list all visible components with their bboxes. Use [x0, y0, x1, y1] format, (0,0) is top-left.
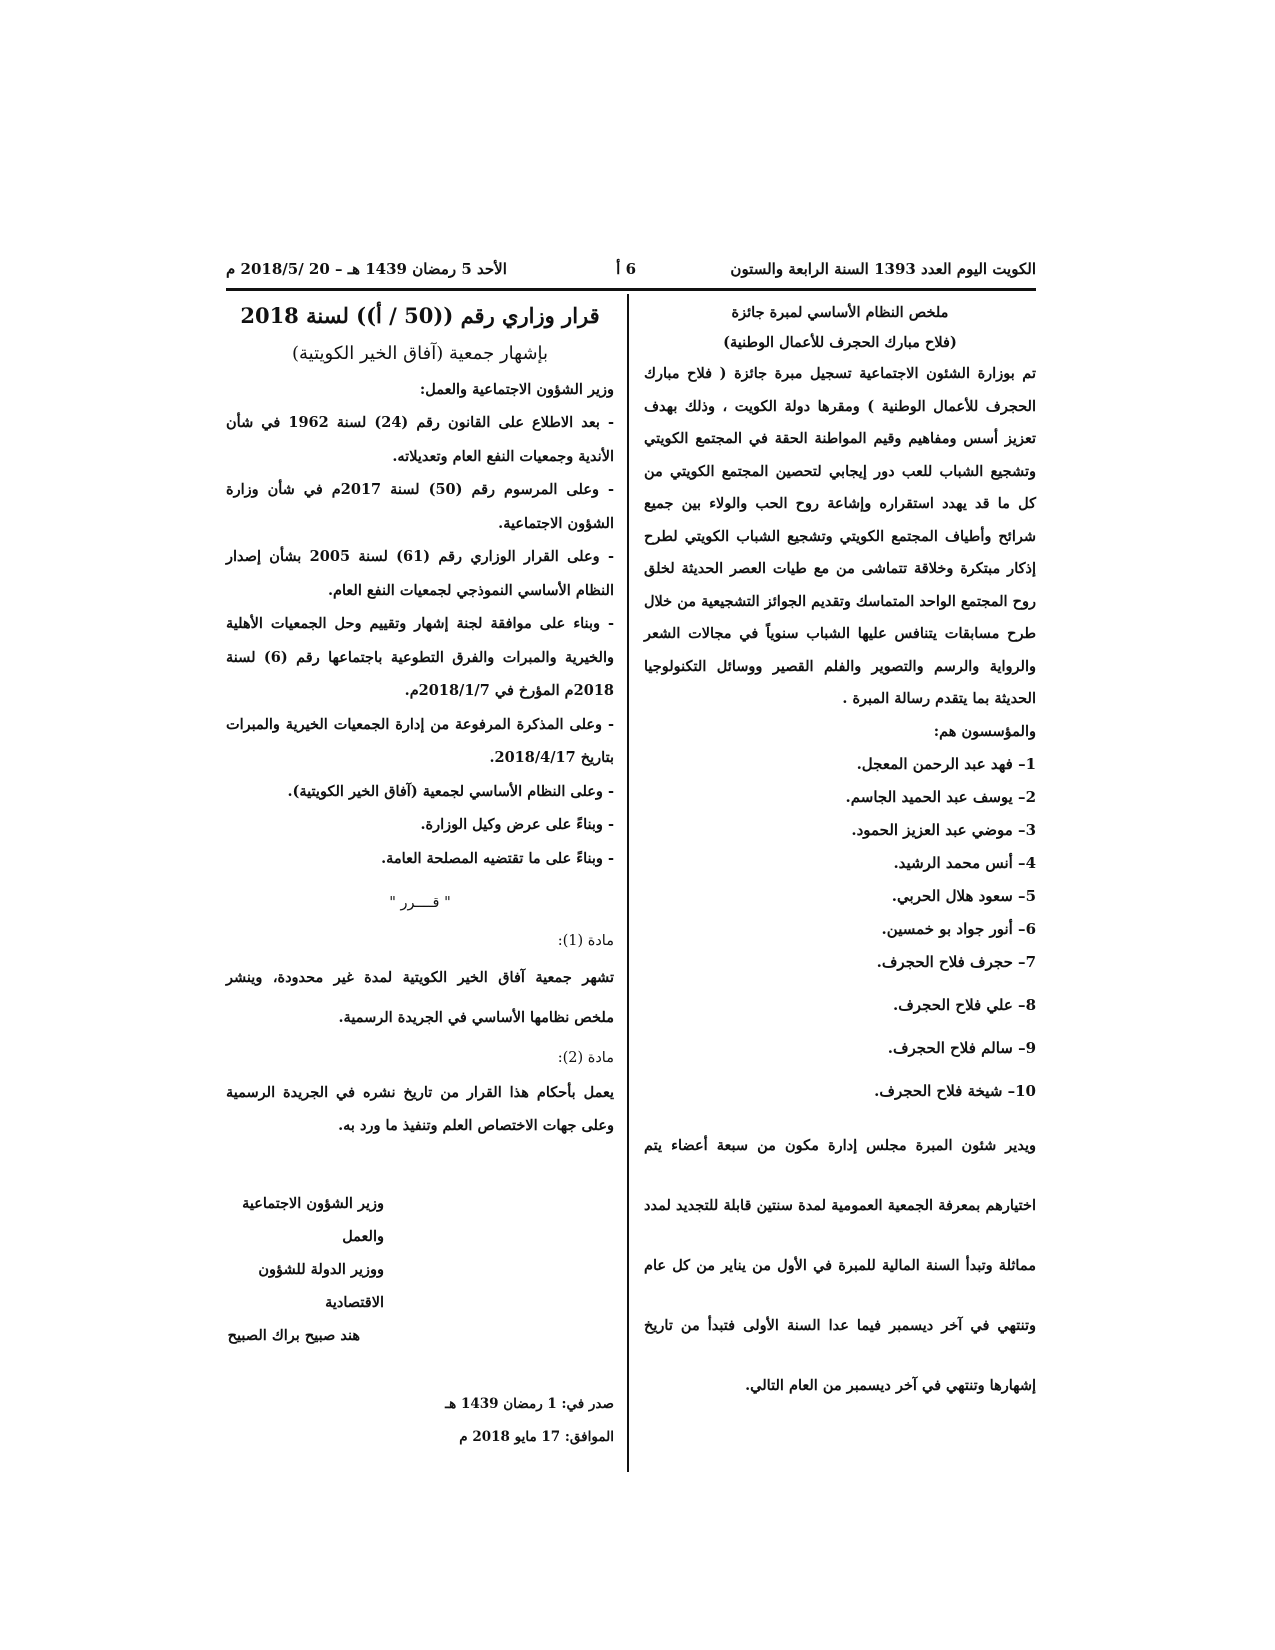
page-number: 6 أ	[616, 260, 636, 278]
list-item: 1– فهد عبد الرحمن المعجل.	[856, 754, 1036, 773]
summary-body: تم بوزارة الشئون الاجتماعية تسجيل مبرة جائزة ( فلاح مبارك الحجرف للأعمال الوطنية ) ومقرها دولة الكويت ، وذلك بهدف تعزيز أسس ومفاهيم وقيم المواطنة الحقة في المجتمع الكويتي وتشجيع الشباب للعب دور إيجابي لتحصين المجتمع الكويتي من كل ما قد يهدد استقراره وإشاعة روح الحب والولاء بين جميع شرائح وأطياف المجتمع الكويتي وتشجيع الشباب الكويتي لطرح إذكار مبتكرة وخلاقة تتماشى من مع طيات العصر الحديثة لخلق روح المجتمع الواحد المتماسك وتقديم الجوائز التشجيعية من خلال طرح مسابقات يتنافس عليها الشباب سنوياً في مجالات الشعر والرواية والرسم والتصوير والفلم القصير ووسائل التكنولوجيا الحديثة بما يتقدم رسالة المبرة .	[644, 365, 1036, 707]
recital: - وبناءً على ما تقتضيه المصلحة العامة.	[381, 849, 614, 867]
recital: - وعلى القرار الوزاري رقم (61) لسنة 2005 بشأن إصدار النظام الأساسي النموذجي لجمعيات النفع العام.	[226, 548, 614, 599]
column-divider	[627, 294, 629, 1472]
list-item: 4– أنس محمد الرشيد.	[893, 853, 1036, 872]
list-item: 9– سالم فلاح الحجرف.	[887, 1038, 1036, 1057]
summary-title: ملخص النظام الأساسي لمبرة جائزة	[731, 304, 949, 321]
header-date: الأحد 5 رمضان 1439 هـ – 20 /2018/5 م	[226, 260, 507, 278]
header-rule	[226, 288, 1036, 291]
recital: - وبناء على موافقة لجنة إشهار وتقييم وحل الجمعيات الأهلية والخيرية والمبرات والفرق التطوعية باجتماعها رقم (6) لسنة 2018م المؤرخ في 2018/1/7م.	[226, 615, 614, 699]
left-column	[226, 298, 614, 1454]
signature-block	[226, 1187, 384, 1352]
list-item: 3– موضي عبد العزيز الحمود.	[851, 820, 1036, 839]
list-item: 6– أنور جواد بو خمسين.	[881, 919, 1036, 938]
article-1-text: تشهر جمعية آفاق الخير الكويتية لمدة غير محدودة، وينشر ملخص نظامها الأساسي في الجريدة الرسمية.	[226, 969, 614, 1026]
corresponding-date: الموافق: 17 مايو 2018 م	[459, 1428, 614, 1445]
article-2-text: يعمل بأحكام هذا القرار من تاريخ نشره في الجريدة الرسمية وعلى جهات الاختصاص العلم وتنفيذ ما ورد به.	[226, 1083, 614, 1134]
list-item: 10– شيخة فلاح الحجرف.	[874, 1081, 1036, 1100]
page-header	[226, 260, 1036, 286]
article-2-title: مادة (2):	[557, 1050, 614, 1066]
recital: - بعد الاطلاع على القانون رقم (24) لسنة 1962 في شأن الأندية وجمعيات النفع العام وتعديلاته.	[226, 414, 614, 465]
decree-title: قرار وزاري رقم ((50 / أ)) لسنة 2018	[240, 303, 600, 328]
signature-line: وزير الشؤون الاجتماعية والعمل	[242, 1194, 384, 1245]
recital: - وعلى المذكرة المرفوعة من إدارة الجمعيات الخيرية والمبرات بتاريخ 2018/4/17.	[226, 715, 614, 766]
founders-list	[644, 748, 1036, 1108]
founders-intro: والمؤسسون هم:	[933, 722, 1036, 740]
decides-heading: " قــــرر "	[389, 895, 451, 911]
list-item: 8– علي فلاح الحجرف.	[893, 995, 1036, 1014]
right-column	[644, 298, 1036, 1416]
issue-date-block	[226, 1388, 614, 1454]
minister-heading: وزير الشؤون الاجتماعية والعمل:	[419, 381, 614, 398]
recital: - وعلى المرسوم رقم (50) لسنة 2017م في شأن وزارة الشؤون الاجتماعية.	[226, 481, 614, 532]
board-paragraph: ويدير شئون المبرة مجلس إدارة مكون من سبعة أعضاء يتم اختيارهم بمعرفة الجمعية العمومية لمدة سنتين قابلة للتجديد لمدد مماثلة وتبدأ السنة المالية للمبرة في الأول من يناير من كل عام وتنتهي في آخر ديسمبر فيما عدا السنة الأولى فتبدأ من تاريخ إشهارها وتنتهي في آخر ديسمبر من العام التالي.	[644, 1136, 1036, 1394]
article-1-title: مادة (1):	[557, 932, 614, 949]
decree-subtitle: بإشهار جمعية (آفاق الخير الكويتية)	[291, 343, 549, 364]
signatory-name: هند صبيح براك الصبيح	[227, 1326, 360, 1344]
list-item: 5– سعود هلال الحربي.	[891, 886, 1036, 905]
gazette-issue-info: الكويت اليوم العدد 1393 السنة الرابعة والستون	[730, 260, 1036, 278]
list-item: 7– حجرف فلاح الحجرف.	[876, 952, 1036, 971]
recital: - وبناءً على عرض وكيل الوزارة.	[420, 816, 614, 833]
list-item: 2– يوسف عبد الحميد الجاسم.	[845, 787, 1036, 806]
issued-date: صدر في: 1 رمضان 1439 هـ	[445, 1395, 614, 1412]
signature-line: ووزير الدولة للشؤون الاقتصادية	[258, 1260, 384, 1311]
recital: - وعلى النظام الأساسي لجمعية (آفاق الخير الكويتية).	[287, 782, 614, 800]
summary-subtitle: (فلاح مبارك الحجرف للأعمال الوطنية)	[723, 334, 957, 351]
